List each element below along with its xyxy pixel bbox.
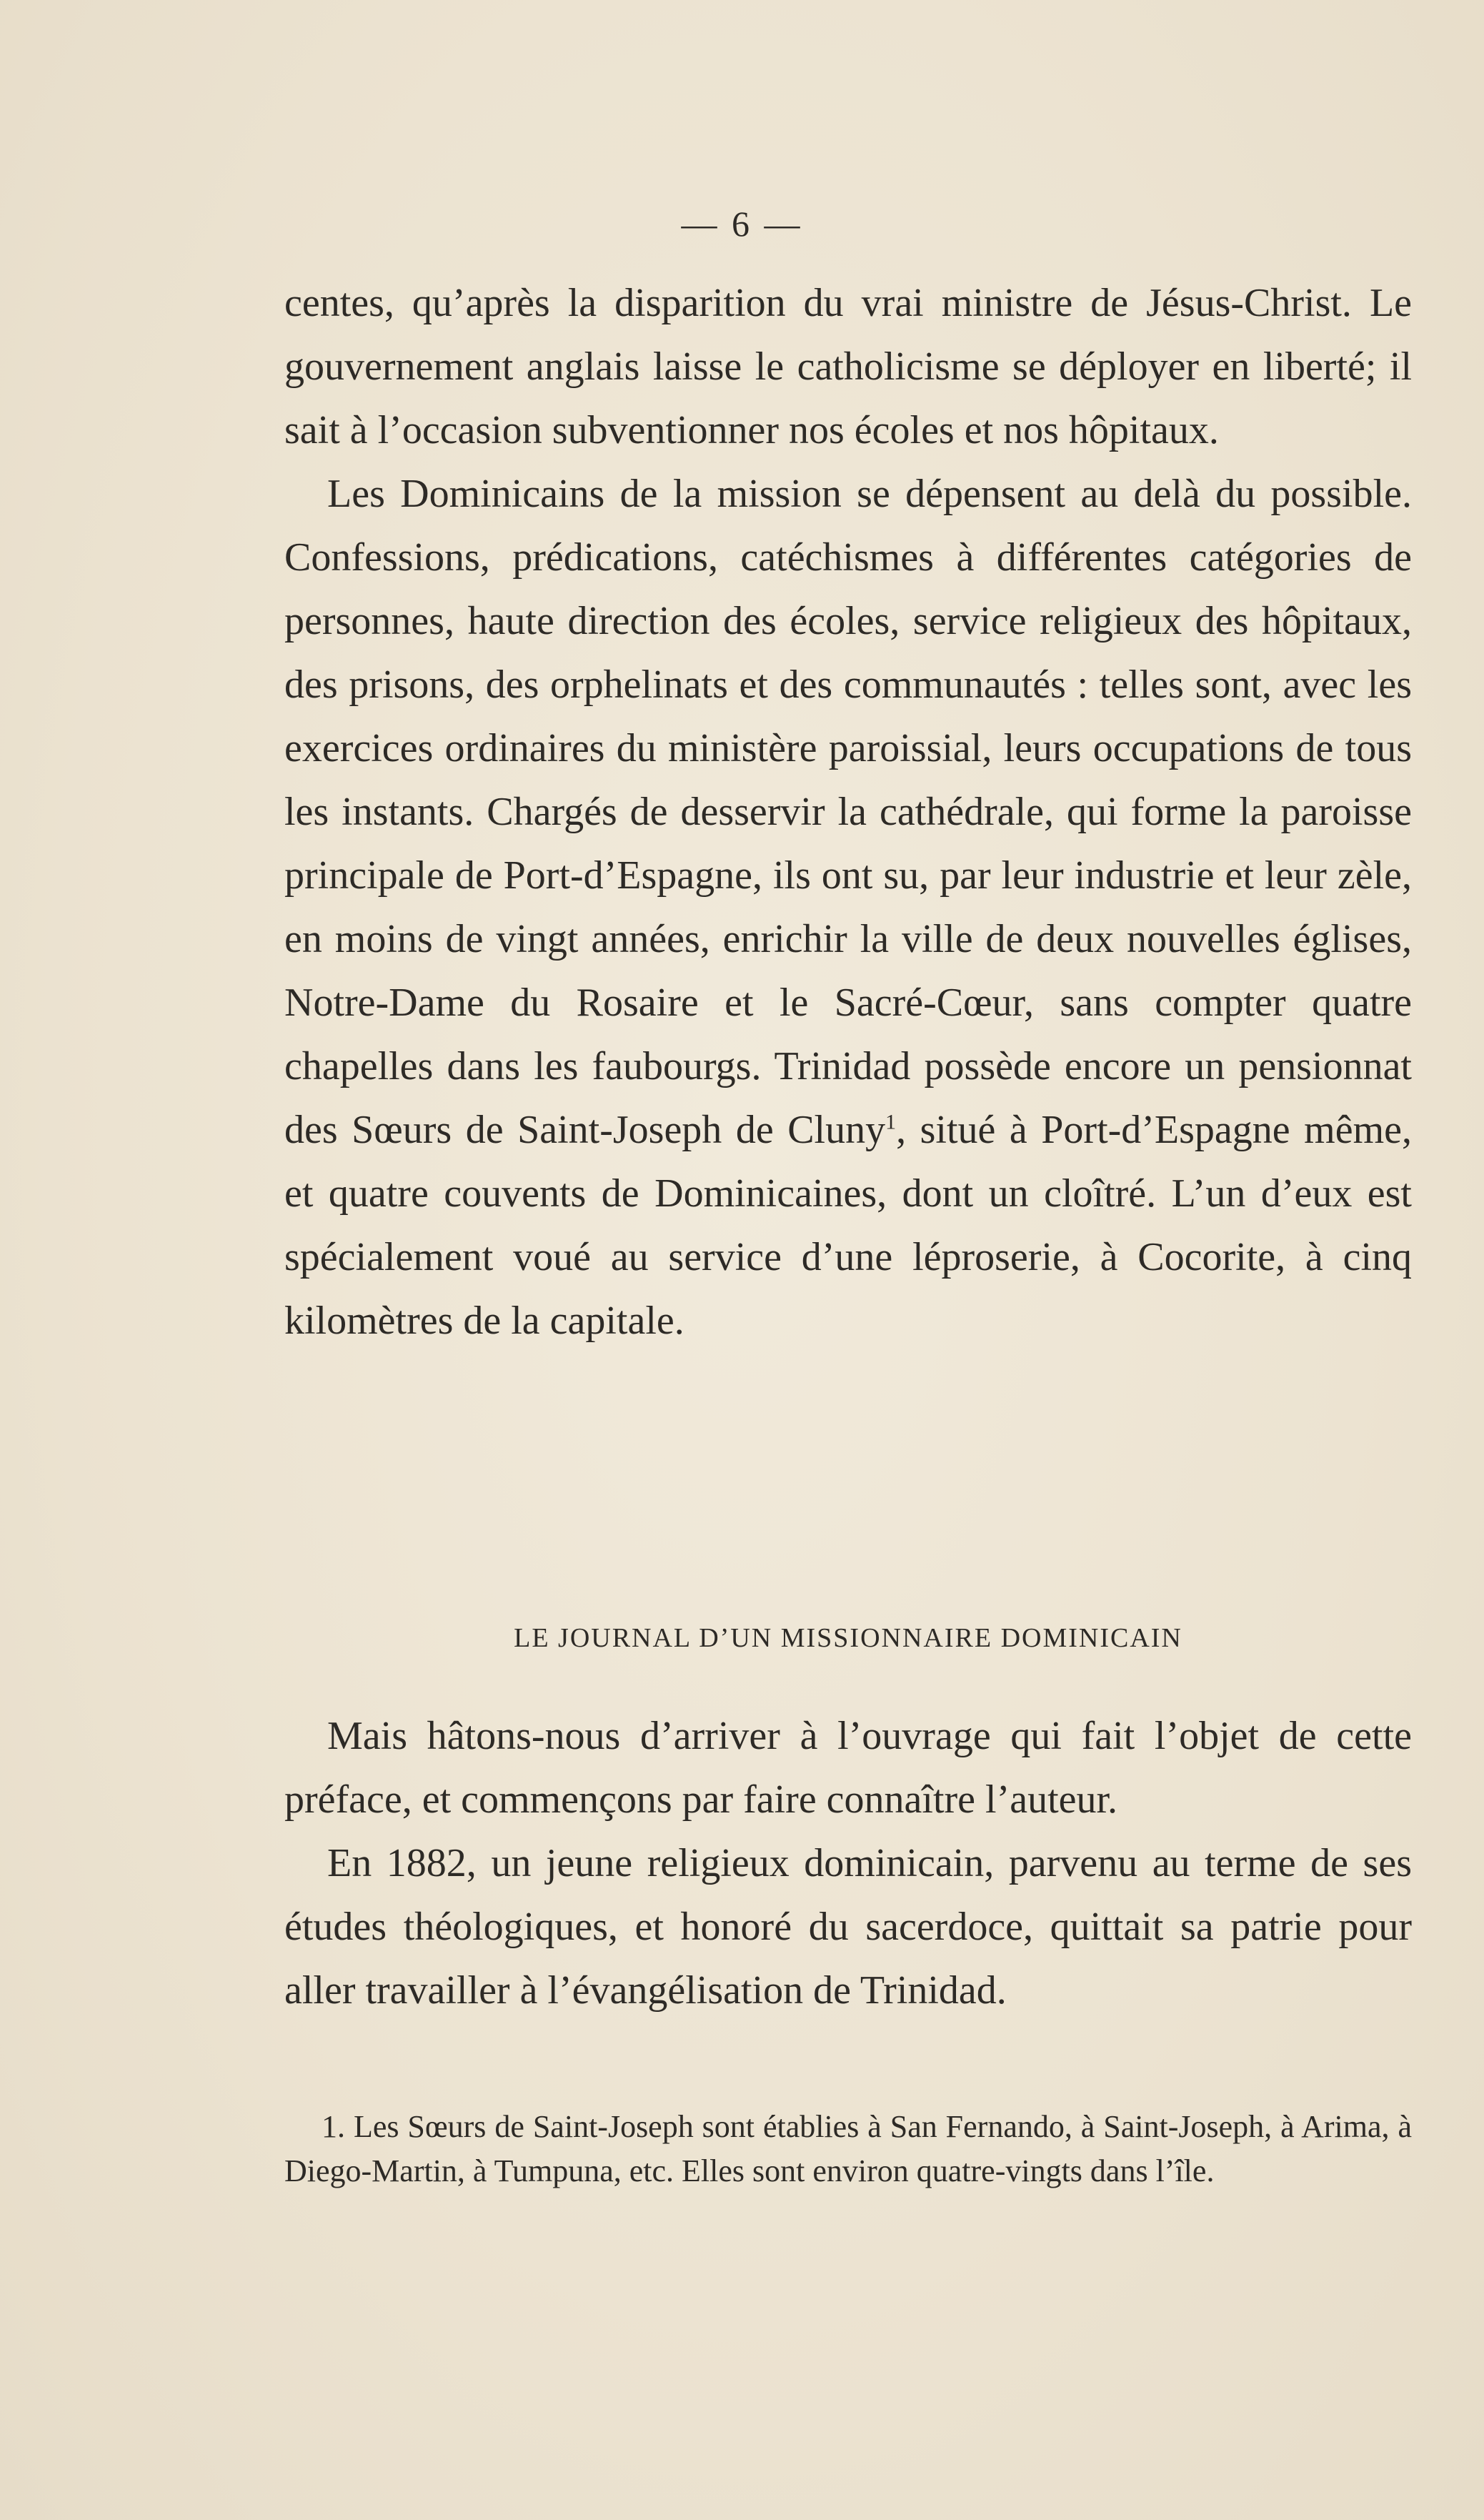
footnote-reference: 1 [885, 1110, 897, 1134]
page-number: — 6 — [681, 204, 803, 244]
paragraph-author-intro: Mais hâtons-nous d’arriver à l’ouvrage qui fait l’objet de cette préface, et commençons par faire connaître l’auteur. [284, 1714, 1412, 1822]
section-heading: LE JOURNAL D’UN MISSIONNAIRE DOMINICAIN [514, 1623, 1182, 1653]
paragraph-dominicans-text: Les Dominicains de la mission se dépensent au delà du possible. Confessions, prédications, catéchismes à différentes catégories de personnes, haute direction des écoles, service religieux des hôpitaux, des prisons, des orphelinats et des communautés : telles sont, avec les exercices ordinaires du ministère paroissial, leurs occupations de tous les instants. Chargés de desservir la cathédrale, qui forme la paroisse principale de Port-d’Espagne, ils ont su, par leur industrie et leur zèle, en moins de vingt années, enrichir la ville de deux nouvelles églises, Notre-Dame du Rosaire et le Sacré-Cœur, sans compter quatre chapelles dans les faubourgs. Trinidad possède encore un pensionnat des Sœurs de Saint-Joseph de Cluny [284, 472, 1412, 1152]
footnote: 1. Les Sœurs de Saint-Joseph sont établies à San Fernando, à Saint-Joseph, à Arima, à Diego-Martin, à Tumpuna, etc. Elles sont environ quatre-vingts dans l’île. [284, 2109, 1412, 2188]
paragraph-young-religious: En 1882, un jeune religieux dominicain, parvenu au terme de ses études théologiques, et honoré du sacerdoce, quittait sa patrie pour aller travailler à l’évangélisation de Trinidad. [284, 1841, 1412, 2013]
main-text-top [284, 272, 1412, 1353]
paragraph-dominicans [284, 462, 1412, 1353]
paragraph-continuation: centes, qu’après la disparition du vrai ministre de Jésus-Christ. Le gouvernement anglais laisse le catholicisme se déployer en liberté; il sait à l’occasion subventionner nos écoles et nos hôpitaux. [284, 281, 1412, 452]
main-text-bottom [284, 1705, 1412, 2023]
paragraph-dominicans-text-continued: , situé à Port-d’Espagne même, et quatre couvents de Dominicaines, dont un cloîtré. L’un d’eux est spécialement voué au service d’une léproserie, à Cocorite, à cinq kilomètres de la capitale. [284, 1108, 1412, 1343]
